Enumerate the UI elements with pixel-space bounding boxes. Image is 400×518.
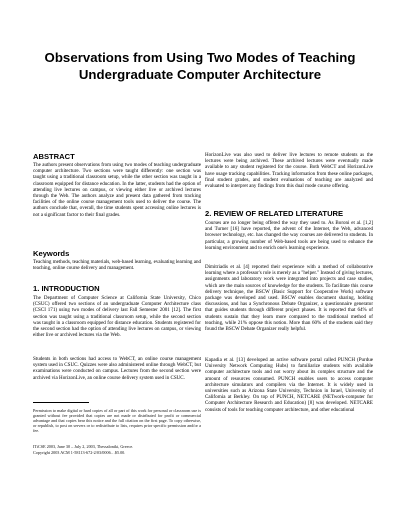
- related-literature-heading: 2. REVIEW OF RELATED LITERATURE: [205, 209, 344, 218]
- related-literature-paragraph-1: Courses are no longer being offered the way they used to. As Boroni et al. [1,2] and Turner [16] have reported, the advent of the Internet, the Web, advanced browser technology, etc. has changed the way courses are delivered to students. In particular, a growing number of Web-based tools are being used to enhance the learning environment and to enrich one's learning experience.: [205, 220, 373, 251]
- introduction-paragraph-2: Students in both sections had access to WebCT, an online course management system used in CSUC. Quizzes were also administered online through WebCT, but examinations were conducted on campus. Lectures from the second section were archived via HorizonLive, an online course delivery system used in CSUC.: [33, 356, 201, 381]
- abstract-text: The authors present observations from using two modes of teaching undergraduate computer architecture. Two sections were taught differently: one section was taught using a traditional classroom setup, while the other section was taught in a classroom equipped for distance education. In the latter, students had the option of attending live lectures on campus, or viewing either live or archived lectures through the Web. The authors analyze and present data gathered from tracking facilities of the online course management tools used to deliver the course. The authors conclude that, overall, the time students spent accessing online lectures is not a significant factor to their final grades.: [33, 162, 201, 218]
- related-literature-paragraph-2: Dimitriadis et al. [4] reported their experience with a method of collaborative learning where a professor's role is merely as a "helper." Instead of giving lectures, assignments and laboratory work were integrated into projects and case studies, which are the main sources of knowledge for the students. To facilitate this course delivery technique, the BSCW (Basic Support for Cooperative Work) software package was developed and used. BSCW enables document sharing, holding discussions, and has a Synchronous Debate Organizer, a questionnaire generator that guides students through different project phases. It is reported that 64% of students sustain that they learn more compared to the traditional method of teaching, while 21% oppose this notion. More than 60% of the students said they found the BSCW Debate Organizer really helpful.: [205, 264, 373, 333]
- abstract-heading: ABSTRACT: [33, 152, 75, 161]
- introduction-paragraph-1: The Department of Computer Science at California State University, Chico (CSUC) offered two sections of an undergraduate Computer Architecture class (CSCI 171) using two modes of delivery last Fall Semester 2001 [12]. The first section was taught using a traditional classroom setup, while the second section was taught in a classroom equipped for distance education. Students registered for the second section had the option of attending live lectures on campus, or viewing either live or archived lectures via the Web.: [33, 295, 201, 339]
- footnote-divider: [33, 402, 89, 403]
- keywords-heading: Keywords: [33, 249, 70, 258]
- introduction-heading: 1. INTRODUCTION: [33, 284, 100, 293]
- related-literature-paragraph-3: Kapadia et al. [13] developed an active software portal called PUNCH (Purdue University Network Computing Hubs) to familiarize students with available computer architecture tools and not worry about its complex structure and the amount of resources consumed. PUNCH enables users to access computer architecture simulators and compilers via the Internet. It is widely used in universities such as Arizona State University, Technion in Israel, University of California at Berkley. On top of PUNCH, NETCARE (NETwork-computer for Computer Architecture Research and Education) [8] was developed. NETCARE consists of tools for teaching computer architecture, and other educational: [205, 357, 373, 413]
- paper-title-line-1: Observations from Using Two Modes of Teaching: [44, 50, 356, 65]
- paper-title-line-2: Undergraduate Computer Architecture: [78, 67, 322, 82]
- copyright-footnote: Copyright 2003 ACM 1-58113-672-2/03/0006…$5.00.: [33, 450, 126, 455]
- right-column-paragraph-1: HorizonLive was also used to deliver live lectures to remote students as the lectures were being archived. These archived lectures were eventually made available to any student registered for the course. Both WebCT and HorizonLive have usage tracking capabilities. Tracking information from these online packages, final student grades, and student evaluations of teaching are analyzed and evaluated to interpret any findings from this dual mode course offering.: [205, 152, 373, 190]
- conference-footnote: ITiCSE 2003, June 30 – July 2, 2003, Thessaloniki, Greece.: [33, 444, 134, 449]
- permission-footnote: Permission to make digital or hard copies of all or part of this work for personal or classroom use is granted without fee provided that copies are not made or distributed for profit or commercial advantage and that copies bear this notice and the full citation on the first page. To copy otherwise, or republish, to post on servers or to redistribute to lists, requires prior specific permission and/or a fee.: [33, 408, 201, 434]
- keywords-text: Teaching methods, teaching materials, web-based learning, evaluating learning and teaching, online course delivery and management.: [33, 259, 201, 272]
